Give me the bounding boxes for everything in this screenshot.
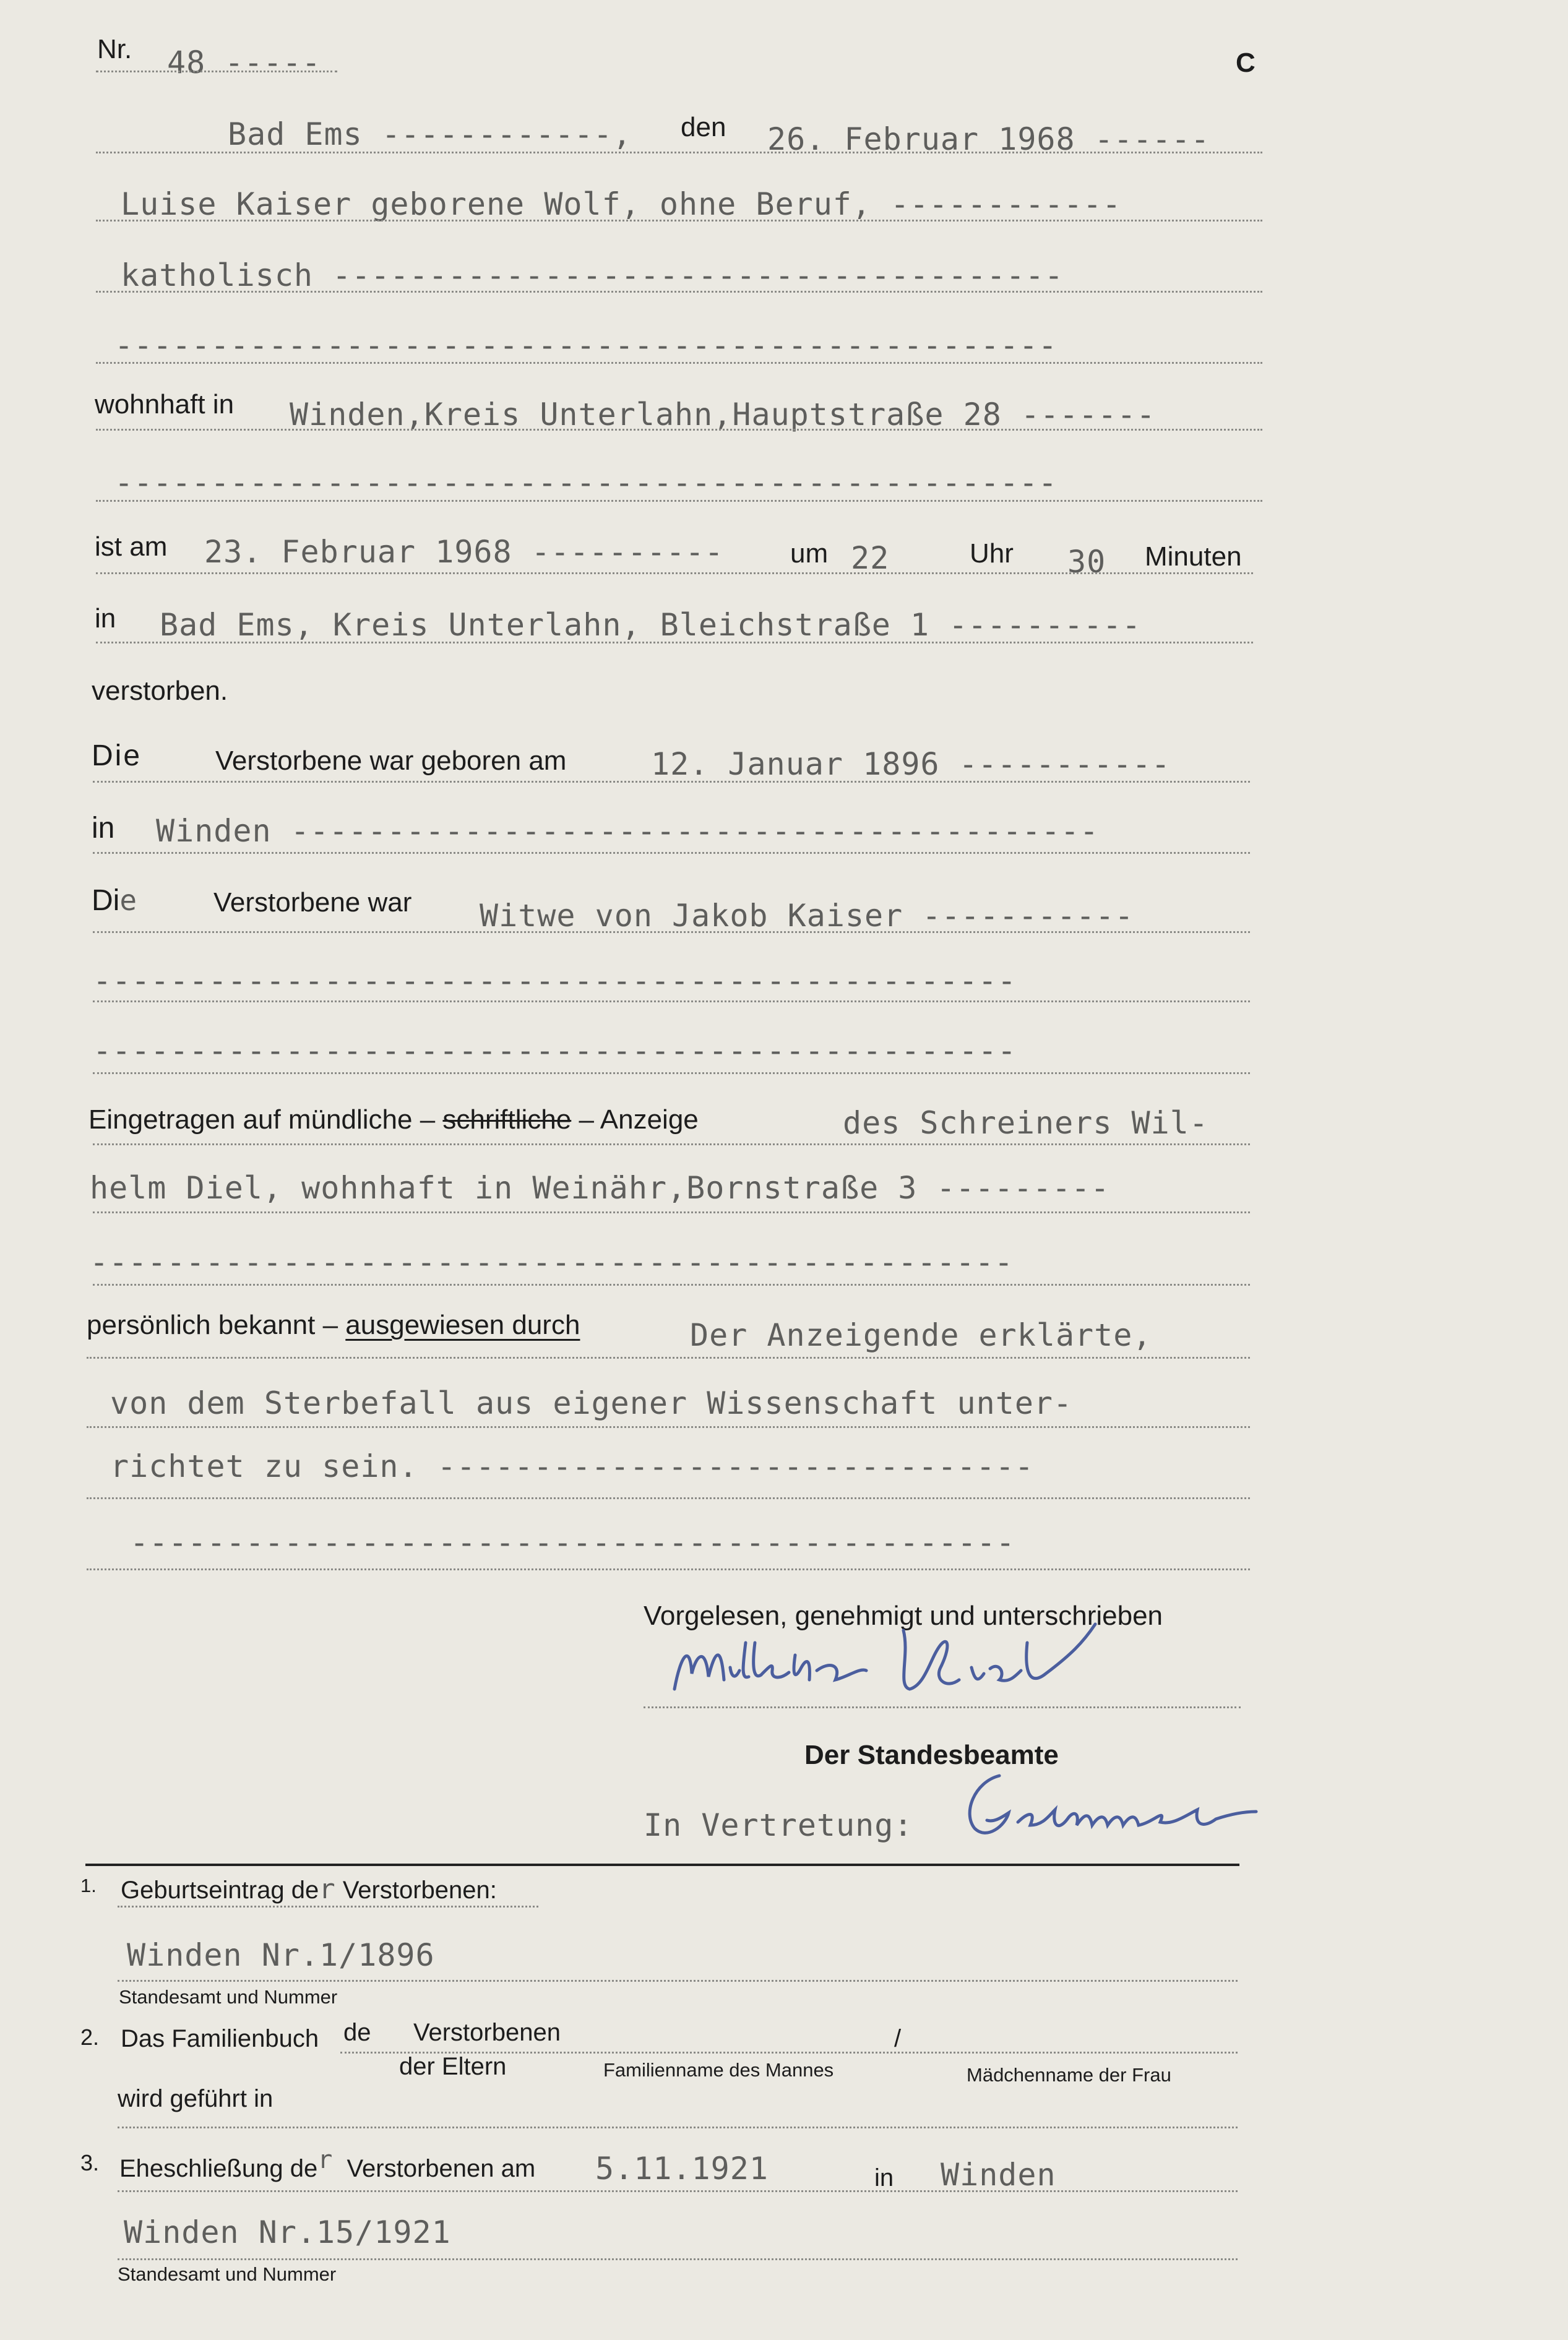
deputy-typed: In Vertretung:	[644, 1807, 913, 1843]
family-book-label: Das Familienbuch	[121, 2025, 319, 2052]
birth-place-value: Winden ------------------------------------------	[156, 813, 1100, 849]
birth-entry-label: Geburtseintrag der Verstorbenen:	[121, 1873, 497, 1905]
identity-rule-3	[87, 1497, 1250, 1499]
maiden-name-wife-label: Mädchenname der Frau	[967, 2064, 1171, 2086]
read-approved-signed-label: Vorgelesen, genehmigt und unterschrieben	[644, 1601, 1163, 1631]
corner-letter: C	[1236, 48, 1256, 78]
birth-place-label: in	[92, 812, 115, 845]
identity-value-4: ----------------------------------------------	[130, 1525, 1015, 1560]
nr-value: 48 -----	[167, 45, 321, 80]
death-place-label: in	[95, 603, 116, 634]
footnote-2-number: 2.	[80, 2024, 100, 2050]
marriage-entry-value: Winden Nr.15/1921	[124, 2214, 451, 2250]
signature-separator-line	[85, 1864, 1239, 1866]
residence-rule	[96, 429, 1262, 431]
person-line-1: Luise Kaiser geborene Wolf, ohne Beruf, ------------	[121, 186, 1122, 222]
family-name-husband-label: Familienname des Mannes	[603, 2059, 834, 2081]
registration-struck-option: schriftliche	[442, 1104, 572, 1135]
person-line-3-rule	[96, 362, 1262, 364]
identity-struck-option: ausgewiesen durch	[345, 1310, 580, 1340]
status-line-3-rule	[93, 1072, 1250, 1074]
status-line-3: ------------------------------------------------	[93, 1033, 1017, 1069]
status-rule	[93, 931, 1250, 933]
birth-entry-value: Winden Nr.1/1896	[127, 1937, 435, 1973]
birth-entry-letter: r	[319, 1873, 336, 1905]
birth-entry-value-rule	[118, 1980, 1238, 1982]
residence-value: Winden,Kreis Unterlahn,Hauptstraße 28 -------	[290, 397, 1156, 432]
informant-signature	[662, 1618, 1132, 1711]
marriage-date-value: 5.11.1921	[595, 2151, 769, 2187]
status-value: Witwe von Jakob Kaiser -----------	[480, 898, 1134, 934]
kept-in-rule	[118, 2127, 1238, 2128]
family-book-de: de	[343, 2019, 371, 2046]
registration-rule-1	[93, 1143, 1250, 1145]
kept-in-label: wird geführt in	[118, 2085, 274, 2112]
person-line-2-rule	[96, 291, 1262, 293]
date-value: 26. Februar 1968 ------	[767, 121, 1210, 157]
identity-value-3: richtet zu sein. -------------------------------	[110, 1448, 1034, 1484]
death-minutes: 30	[1067, 544, 1106, 580]
family-book-eltern: der Eltern	[399, 2053, 507, 2080]
identity-value-1: Der Anzeigende erklärte,	[690, 1317, 1152, 1353]
death-date-label: ist am	[95, 531, 168, 562]
nr-label: Nr.	[97, 34, 132, 64]
identity-rule-1	[87, 1357, 1250, 1359]
status-die-suffix: e	[119, 884, 138, 917]
registration-value-1: des Schreiners Wil-	[843, 1105, 1208, 1141]
footnote-3-number: 3.	[80, 2150, 100, 2175]
registration-value-3: ------------------------------------------------	[90, 1244, 1014, 1280]
den-label: den	[681, 112, 726, 142]
identity-rule-2	[87, 1426, 1250, 1428]
marriage-place-value: Winden	[941, 2157, 1056, 2193]
verstorben-label: verstorben.	[92, 676, 228, 706]
person-line-1-rule	[96, 220, 1262, 222]
registration-rule-2	[93, 1211, 1250, 1213]
residence-label: wohnhaft in	[95, 389, 235, 419]
place-value: Bad Ems ------------,	[228, 116, 632, 152]
family-name-slash: /	[894, 2025, 902, 2052]
status-line-2: ------------------------------------------------	[93, 963, 1017, 999]
marriage-in-label: in	[874, 2164, 894, 2192]
marriage-letter: r	[317, 2146, 334, 2174]
residence-line-2: -------------------------------------------------	[114, 465, 1058, 501]
death-place-rule	[96, 642, 1253, 643]
status-die-label: Die	[92, 884, 138, 917]
minuten-label: Minuten	[1145, 541, 1242, 572]
residence-line-2-rule	[96, 500, 1262, 502]
registration-rule-3	[93, 1284, 1250, 1286]
official-signature	[950, 1763, 1259, 1850]
marriage-rule	[118, 2190, 1238, 2192]
nr-underline	[96, 71, 337, 72]
official-title: Der Standesbeamte	[804, 1740, 1059, 1770]
identity-label: persönlich bekannt – ausgewiesen durch	[87, 1310, 580, 1340]
registration-value-2: helm Diel, wohnhaft in Weinähr,Bornstraße 3 ---------	[90, 1170, 1110, 1206]
family-book-verstorbenen: Verstorbenen	[413, 2019, 561, 2046]
standesamt-label-3: Standesamt und Nummer	[118, 2263, 337, 2285]
identity-value-2: von dem Sterbefall aus eigener Wissenschaft unter-	[110, 1385, 1073, 1421]
birth-date-value: 12. Januar 1896 -----------	[651, 746, 1171, 782]
uhr-label: Uhr	[970, 538, 1014, 569]
place-date-line	[96, 152, 1262, 153]
status-label: Verstorbene war	[213, 887, 412, 918]
status-line-2-rule	[93, 1000, 1250, 1002]
person-line-2: katholisch --------------------------------------	[121, 257, 1064, 293]
birth-place-rule	[93, 852, 1250, 854]
death-date-rule	[96, 572, 1253, 574]
person-line-3: -------------------------------------------------	[114, 327, 1058, 363]
birth-die-label: Die	[92, 739, 142, 772]
death-hour: 22	[851, 540, 890, 576]
birth-entry-label-rule	[118, 1906, 538, 1908]
death-date-value: 23. Februar 1968 ----------	[204, 534, 724, 570]
footnote-1-number: 1.	[80, 1875, 97, 1896]
death-place-value: Bad Ems, Kreis Unterlahn, Bleichstraße 1 ----------	[160, 607, 1142, 643]
standesamt-label-1: Standesamt und Nummer	[119, 1986, 338, 2008]
informant-signature-rule	[644, 1706, 1241, 1708]
um-label: um	[790, 538, 829, 569]
birth-date-rule	[93, 781, 1250, 783]
marriage-label: Eheschließung der Verstorbenen am	[119, 2146, 536, 2182]
identity-rule-4	[87, 1568, 1250, 1570]
registration-label: Eingetragen auf mündliche – schriftliche – Anzeige	[88, 1104, 699, 1135]
marriage-entry-rule	[118, 2258, 1238, 2260]
birth-label: Verstorbene war geboren am	[215, 746, 567, 776]
